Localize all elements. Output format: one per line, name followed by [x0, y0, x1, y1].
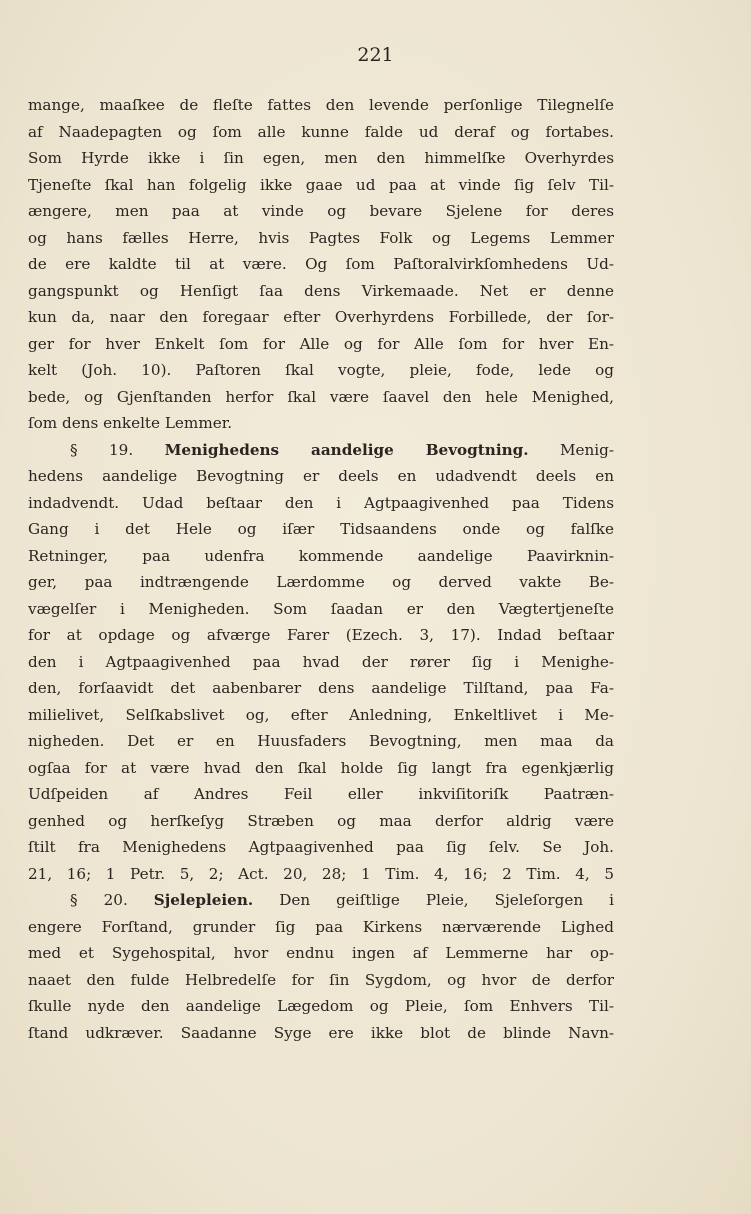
text-line: ſom dens enkelte Lemmer. [28, 414, 233, 432]
text-line: genhed og herſkeſyg Stræben og maa derfor aldrig være [28, 811, 614, 830]
text-line: Retninger, paa udenfra kommende aandelige Paavirknin- [28, 546, 614, 565]
text-line: den i Agtpaagivenhed paa hvad der rører ſig i Menighe- [28, 652, 614, 671]
text-line: hedens aandelige Bevogtning er deels en udadvendt deels en [28, 467, 614, 485]
text-line: ger for hver Enkelt ſom for Alle og for Alle ſom for hver En- [28, 334, 614, 353]
text-line: milielivet, Selſkabslivet og, efter Anledning, Enkeltlivet i Me- [28, 705, 614, 724]
text-line: Som Hyrde ikke i ſin egen, men den himmelſke Overhyrdes [28, 149, 614, 167]
text-line: kelt (Joh. 10). Paſtoren ſkal vogte, pleie, fode, lede og [28, 361, 614, 379]
body-text [28, 92, 614, 1046]
text-line: ger, paa indtrængende Lærdomme og derved vakte Be- [28, 573, 614, 591]
text-line: gangspunkt og Henſigt ſaa dens Virkemaade. Net er denne [28, 281, 614, 300]
text-line: 21, 16; 1 Petr. 5, 2; Act. 20, 28; 1 Tim. 4, 16; 2 Tim. 4, 5 [28, 864, 614, 883]
section-heading: Menighedens aandelige Bevogtning. [164, 440, 529, 459]
text-line: ſtand udkræver. Saadanne Syge ere ikke blot de blinde Navn- [28, 1023, 614, 1042]
text-line: mange, maaſkee de fleſte fattes den levende perſonlige Tilegnelſe [28, 96, 614, 114]
text-line: § 19. Menighedens aandelige Bevogtning. Menig- [70, 440, 614, 459]
text-line: Udſpeiden af Andres Feil eller inkviſitoriſk Paatræn- [28, 785, 614, 803]
text-line: ogſaa for at være hvad den ſkal holde ſig langt fra egenkjærlig [28, 758, 614, 777]
text-line: indadvendt. Udad beſtaar den i Agtpaagivenhed paa Tidens [28, 493, 614, 512]
text-line: nigheden. Det er en Huusfaders Bevogtning, men maa da [28, 732, 614, 750]
text-line: vægelſer i Menigheden. Som ſaadan er den Vægtertjeneſte [28, 599, 614, 618]
text-line: ængere, men paa at vinde og bevare Sjelene for deres [28, 202, 614, 220]
section-heading: Sjelepleien. [153, 891, 254, 909]
text-line: den, forſaavidt det aabenbarer dens aandelige Tilſtand, paa Fa- [28, 679, 614, 697]
page-number: 221 [357, 44, 394, 66]
text-line: Tjeneſte ſkal han folgelig ikke gaae ud paa at vinde ſig ſelv Til- [28, 175, 614, 194]
text-line: § 20. Sjelepleien. Den geiſtlige Pleie, Sjeleſorgen i [70, 891, 614, 909]
text-line: naaet den fulde Helbredelſe for ſin Sygdom, og hvor de derfor [28, 970, 614, 989]
text-line: engere Forſtand, grunder ſig paa Kirkens nærværende Lighed [28, 917, 614, 936]
text-line: af Naadepagten og ſom alle kunne falde ud deraf og fortabes. [28, 122, 614, 141]
text-line: med et Sygehospital, hvor endnu ingen af Lemmerne har op- [28, 944, 614, 962]
text-line: for at opdage og afværge Farer (Ezech. 3, 17). Indad beſtaar [28, 626, 614, 644]
text-line: og hans fælles Herre, hvis Pagtes Folk og Legems Lemmer [28, 228, 614, 247]
text-line: de ere kaldte til at være. Og ſom Paſtoralvirkſomhedens Ud- [28, 255, 614, 273]
text-line: kun da, naar den foregaar efter Overhyrdens Forbillede, der ſor- [28, 308, 614, 326]
text-line: ſtilt fra Menighedens Agtpaagivenhed paa ſig ſelv. Se Joh. [28, 838, 614, 856]
text-line: bede, og Gjenſtanden herfor ſkal være ſaavel den hele Menighed, [28, 387, 614, 406]
text-line: ſkulle nyde den aandelige Lægedom og Pleie, ſom Enhvers Til- [28, 997, 614, 1015]
text-line: Gang i det Hele og iſær Tidsaandens onde og falſke [28, 520, 614, 538]
